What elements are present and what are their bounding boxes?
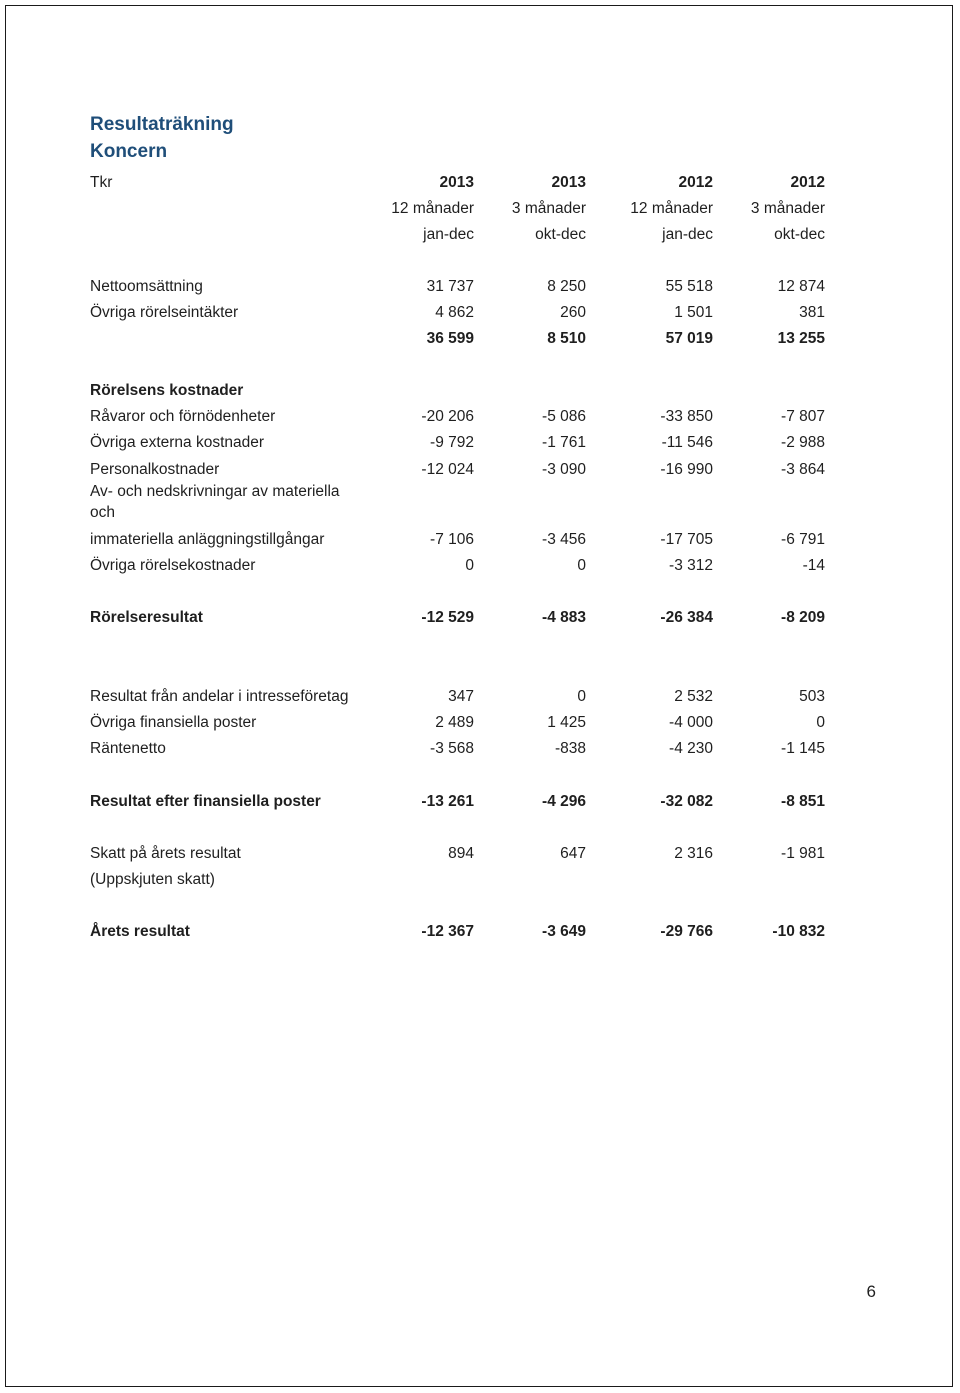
col3-period: 12 månader xyxy=(630,200,713,217)
row-value: 647 xyxy=(560,845,586,862)
row-value: -8 851 xyxy=(781,793,825,810)
row-value: 13 255 xyxy=(777,330,825,347)
row-value: -33 850 xyxy=(660,408,713,425)
col3-range: jan-dec xyxy=(662,226,713,243)
row-value: -6 791 xyxy=(781,531,825,548)
row-value: 0 xyxy=(577,688,586,705)
row-value: 1 425 xyxy=(547,714,586,731)
row-label: Övriga externa kostnader xyxy=(90,434,265,451)
row-value: -20 206 xyxy=(421,408,474,425)
row-value: -3 456 xyxy=(542,531,586,548)
row-label: Räntenetto xyxy=(90,740,166,757)
row-value: 1 501 xyxy=(674,304,713,321)
row-value: -4 000 xyxy=(669,714,713,731)
document-subtitle: Koncern xyxy=(90,141,168,162)
row-label: Skatt på årets resultat xyxy=(90,845,241,862)
row-value: -12 529 xyxy=(421,609,474,626)
row-value: -4 230 xyxy=(669,740,713,757)
row-label: Rörelseresultat xyxy=(90,609,203,626)
row-value: -12 367 xyxy=(421,923,474,940)
row-value: -1 981 xyxy=(781,845,825,862)
income-statement xyxy=(6,6,952,1386)
row-value: -7 807 xyxy=(781,408,825,425)
row-value: -29 766 xyxy=(660,923,713,940)
row-value: -10 832 xyxy=(772,923,825,940)
row-value: 347 xyxy=(448,688,474,705)
row-value: -3 649 xyxy=(542,923,586,940)
row-value: -8 209 xyxy=(781,609,825,626)
col1-period: 12 månader xyxy=(391,200,474,217)
row-label: Personalkostnader xyxy=(90,461,220,478)
row-value: 2 532 xyxy=(674,688,713,705)
col3-year: 2012 xyxy=(678,174,713,191)
row-value: 0 xyxy=(465,557,474,574)
col4-period: 3 månader xyxy=(750,200,825,217)
row-value: 8 250 xyxy=(547,278,586,295)
col2-range: okt-dec xyxy=(535,226,586,243)
row-value: 894 xyxy=(448,845,474,862)
document-title: Resultaträkning xyxy=(90,114,234,135)
row-value: -26 384 xyxy=(660,609,713,626)
row-value: -838 xyxy=(554,740,586,757)
row-value: -16 990 xyxy=(660,461,713,478)
row-value: -14 xyxy=(802,557,825,574)
col4-year: 2012 xyxy=(790,174,825,191)
row-label: och xyxy=(90,504,115,521)
row-label: (Uppskjuten skatt) xyxy=(90,871,215,888)
row-label: immateriella anläggningstillgångar xyxy=(90,531,325,548)
row-label: Övriga rörelseintäkter xyxy=(90,304,239,321)
row-value: -1 761 xyxy=(542,434,586,451)
col1-range: jan-dec xyxy=(423,226,474,243)
row-value: 0 xyxy=(816,714,825,731)
row-value: 2 316 xyxy=(674,845,713,862)
unit-label: Tkr xyxy=(90,174,113,191)
row-value: 36 599 xyxy=(426,330,474,347)
row-value: 4 862 xyxy=(435,304,474,321)
col2-period: 3 månader xyxy=(511,200,586,217)
row-value: -11 546 xyxy=(661,434,713,451)
row-value: -5 086 xyxy=(542,408,586,425)
row-value: 0 xyxy=(577,557,586,574)
row-label: Årets resultat xyxy=(90,923,190,940)
col1-year: 2013 xyxy=(439,174,474,191)
row-value: 381 xyxy=(799,304,825,321)
row-value: -1 145 xyxy=(781,740,825,757)
row-value: -3 568 xyxy=(430,740,474,757)
row-value: -9 792 xyxy=(430,434,474,451)
row-value: 503 xyxy=(799,688,825,705)
row-value: -13 261 xyxy=(421,793,474,810)
row-value: 31 737 xyxy=(426,278,474,295)
row-value: -2 988 xyxy=(781,434,825,451)
row-value: -3 090 xyxy=(542,461,586,478)
row-value: -3 312 xyxy=(669,557,713,574)
row-value: 55 518 xyxy=(665,278,713,295)
row-value: -4 296 xyxy=(542,793,586,810)
row-value: -3 864 xyxy=(781,461,825,478)
col2-year: 2013 xyxy=(551,174,586,191)
row-value: 2 489 xyxy=(435,714,474,731)
row-label: Råvaror och förnödenheter xyxy=(90,408,276,425)
row-value: 57 019 xyxy=(665,330,713,347)
document-page xyxy=(5,5,953,1387)
row-value: -12 024 xyxy=(421,461,474,478)
row-value: 8 510 xyxy=(547,330,586,347)
row-label: Av- och nedskrivningar av materiella xyxy=(90,483,340,500)
row-label: Övriga rörelsekostnader xyxy=(90,557,256,574)
row-value: -32 082 xyxy=(660,793,713,810)
row-value: -7 106 xyxy=(430,531,474,548)
row-value: 260 xyxy=(560,304,586,321)
row-label: Resultat från andelar i intresseföretag xyxy=(90,688,349,705)
row-label: Övriga finansiella poster xyxy=(90,714,257,731)
row-value: -4 883 xyxy=(542,609,586,626)
col4-range: okt-dec xyxy=(774,226,825,243)
row-value: -17 705 xyxy=(660,531,713,548)
row-label: Nettoomsättning xyxy=(90,278,203,295)
row-value: 12 874 xyxy=(777,278,825,295)
section-heading: Rörelsens kostnader xyxy=(90,382,244,399)
row-label: Resultat efter finansiella poster xyxy=(90,793,321,810)
page-number: 6 xyxy=(866,1282,876,1301)
